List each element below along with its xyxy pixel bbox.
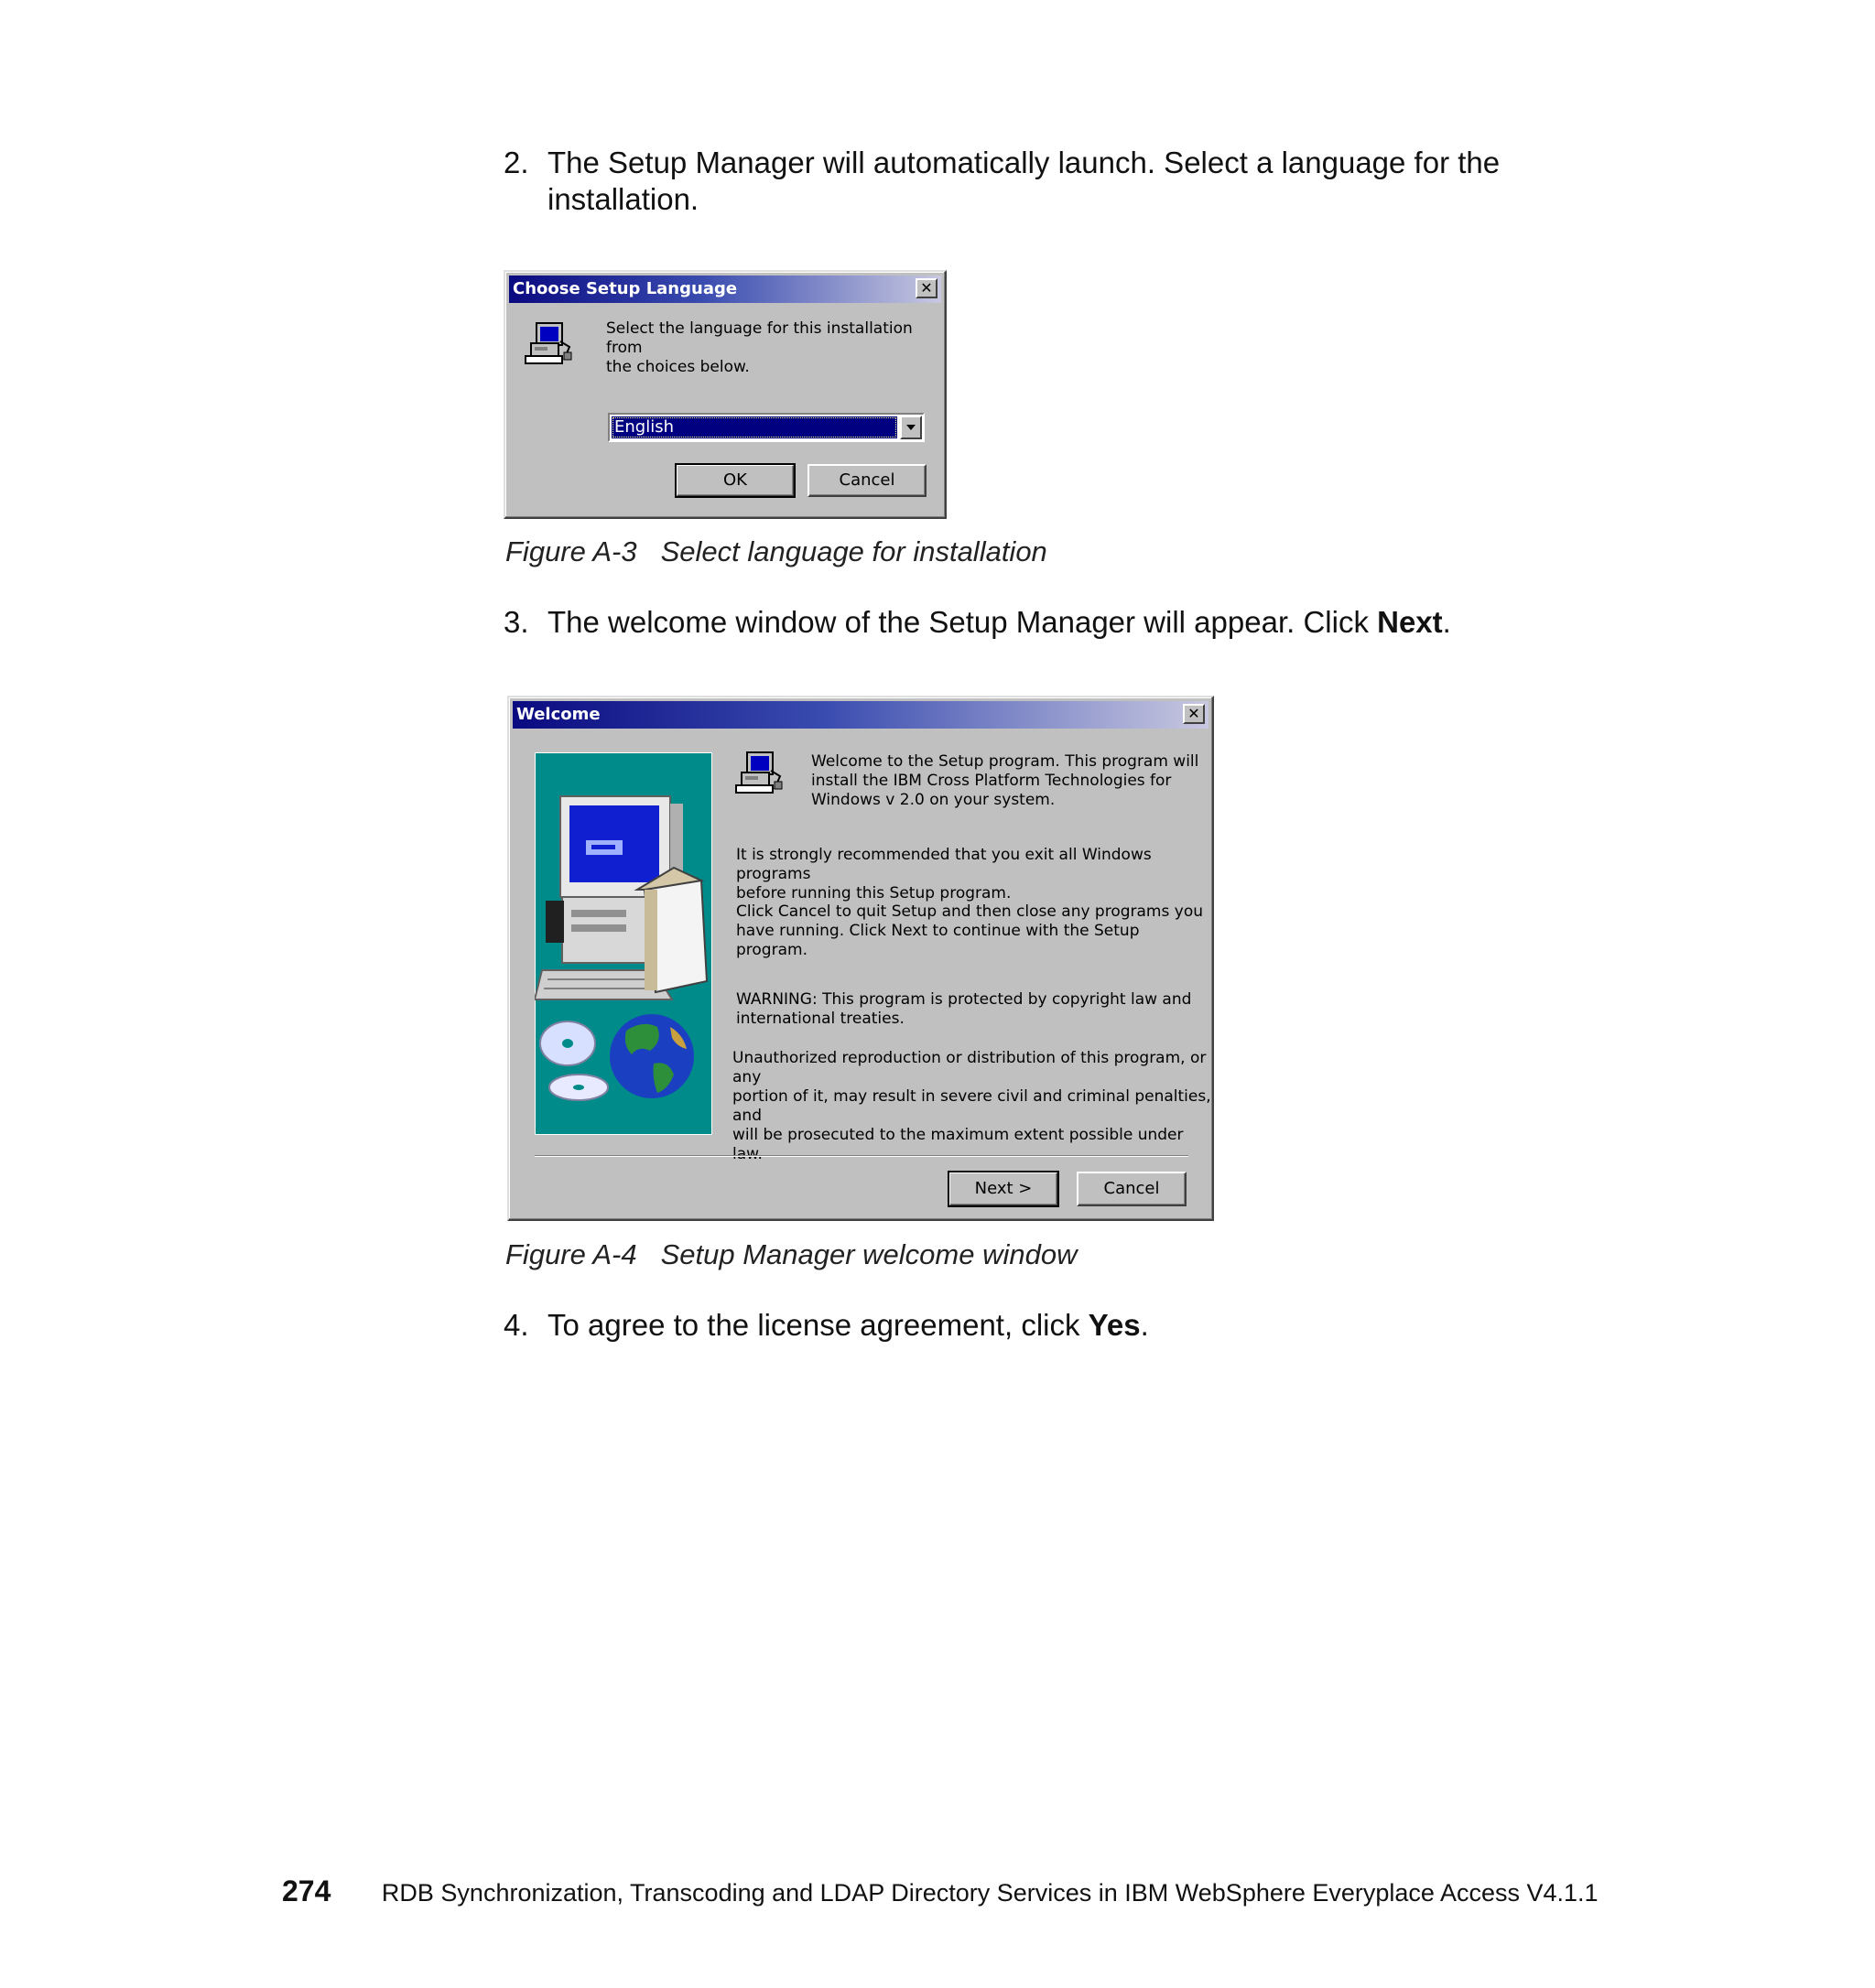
setup-computer-icon bbox=[524, 319, 573, 369]
cancel-button[interactable]: Cancel bbox=[807, 464, 927, 497]
dialog-titlebar bbox=[513, 701, 1208, 729]
figure-caption bbox=[505, 1238, 1077, 1271]
figure-caption bbox=[505, 535, 1047, 568]
cancel-button[interactable]: Cancel bbox=[1077, 1172, 1187, 1206]
step-number: 4. bbox=[504, 1308, 529, 1342]
language-select[interactable] bbox=[608, 413, 925, 442]
selected-language: English bbox=[612, 416, 897, 438]
dropdown-arrow-icon[interactable] bbox=[900, 416, 922, 439]
welcome-intro: Welcome to the Setup program. This program will install the IBM Cross Platform Technologies for Windows v 2.0 on your system. bbox=[811, 752, 1199, 809]
figure-number: Figure A-4 bbox=[505, 1238, 637, 1270]
dialog-message: Select the language for this installation from the choices below. bbox=[606, 319, 913, 376]
welcome-recommendation: It is strongly recommended that you exit all Windows programs before running this Setup program. bbox=[736, 846, 1152, 902]
dialog-title: Choose Setup Language bbox=[513, 279, 738, 298]
setup-computer-icon bbox=[734, 749, 784, 798]
ok-button[interactable]: OK bbox=[676, 464, 795, 497]
figure-title: Setup Manager welcome window bbox=[660, 1238, 1078, 1270]
dialog-titlebar bbox=[509, 276, 941, 303]
choose-language-dialog bbox=[504, 270, 947, 519]
dialog-title: Welcome bbox=[516, 705, 601, 724]
book-title: RDB Synchronization, Transcoding and LDAP Directory Services in IBM WebSphere Everyplace Access V4.1.1 bbox=[381, 1879, 1599, 1907]
next-button[interactable]: Next > bbox=[948, 1172, 1058, 1206]
figure-title: Select language for installation bbox=[660, 535, 1047, 567]
figure-number: Figure A-3 bbox=[505, 535, 637, 567]
welcome-banner-illustration bbox=[535, 752, 712, 1135]
button-separator bbox=[535, 1155, 1188, 1157]
step-text: The welcome window of the Setup Manager will appear. Click Next. bbox=[547, 605, 1451, 639]
step-text: To agree to the license agreement, click Yes. bbox=[547, 1308, 1149, 1342]
welcome-legal: Unauthorized reproduction or distribution of this program, or any portion of it, may result in severe civil and criminal penalties, and will be prosecuted to the maximum extent possible under law. bbox=[732, 1049, 1211, 1163]
page-number: 274 bbox=[282, 1875, 331, 1907]
page-footer bbox=[282, 1875, 1599, 1908]
welcome-warning: WARNING: This program is protected by copyright law and international treaties. bbox=[736, 990, 1192, 1028]
welcome-dialog bbox=[507, 696, 1214, 1221]
close-icon[interactable]: ✕ bbox=[1183, 704, 1205, 724]
emphasis: Next bbox=[1377, 605, 1443, 639]
emphasis: Yes bbox=[1088, 1308, 1141, 1342]
step-number: 3. bbox=[504, 605, 529, 639]
welcome-instructions: Click Cancel to quit Setup and then close any programs you have running. Click Next to continue with the Setup program. bbox=[736, 902, 1203, 959]
step-number: 2. bbox=[504, 146, 529, 179]
close-icon[interactable]: ✕ bbox=[916, 278, 938, 298]
step-text: The Setup Manager will automatically launch. Select a language for the installation. bbox=[547, 146, 1501, 216]
